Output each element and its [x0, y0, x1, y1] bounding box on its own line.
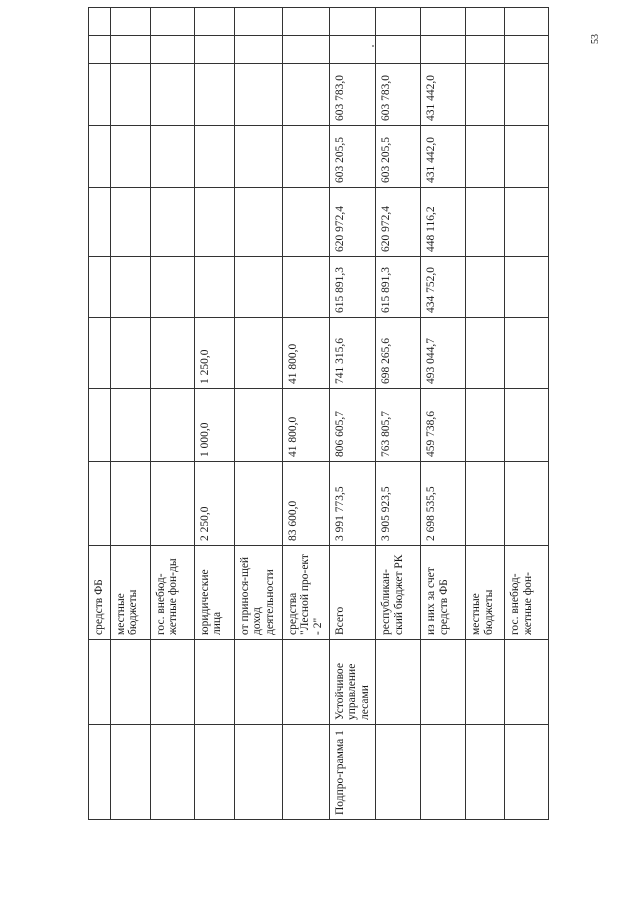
value-cell	[234, 36, 282, 64]
value-cell	[110, 36, 150, 64]
value-cell	[194, 257, 234, 318]
value-cell: 603 205,5	[329, 126, 376, 188]
value-cell	[194, 126, 234, 188]
value-cell	[194, 64, 234, 126]
value-cell: 3 991 773,5	[329, 462, 376, 546]
value-cell: 615 891,3	[376, 257, 421, 318]
value-cell	[110, 318, 150, 389]
value-cell	[282, 188, 329, 257]
table-row	[150, 8, 194, 820]
value-cell: 1 250,0	[194, 318, 234, 389]
program-cell	[505, 725, 549, 820]
value-cell	[466, 257, 505, 318]
funding-source-cell: из них за счет средств ФБ	[421, 546, 466, 640]
value-cell	[89, 318, 111, 389]
value-cell	[234, 318, 282, 389]
value-cell	[234, 462, 282, 546]
value-cell	[234, 188, 282, 257]
value-cell: 41 800,0	[282, 318, 329, 389]
value-cell	[110, 188, 150, 257]
value-cell	[150, 36, 194, 64]
value-cell: 806 605,7	[329, 389, 376, 462]
program-cell	[421, 725, 466, 820]
value-cell	[150, 64, 194, 126]
value-cell	[89, 8, 111, 36]
value-cell	[89, 188, 111, 257]
page-number: 53	[590, 34, 601, 44]
value-cell: 603 205,5	[376, 126, 421, 188]
value-cell	[150, 126, 194, 188]
value-cell	[466, 64, 505, 126]
value-cell: 741 315,6	[329, 318, 376, 389]
value-cell	[466, 462, 505, 546]
value-cell	[282, 257, 329, 318]
value-cell	[110, 257, 150, 318]
program-cell	[89, 725, 111, 820]
value-cell: 448 116,2	[421, 188, 466, 257]
value-cell	[421, 8, 466, 36]
program-cell	[110, 725, 150, 820]
value-cell	[505, 126, 549, 188]
value-cell: 615 891,3	[329, 257, 376, 318]
program-cell	[194, 725, 234, 820]
value-cell	[89, 64, 111, 126]
funding-source-cell: гос. внебюд-жетные фон-	[505, 546, 549, 640]
value-cell: 493 044,7	[421, 318, 466, 389]
measure-name-cell	[89, 640, 111, 725]
measure-name-cell	[110, 640, 150, 725]
value-cell	[110, 64, 150, 126]
value-cell	[110, 8, 150, 36]
funding-source-cell: местные бюджеты	[466, 546, 505, 640]
value-cell	[110, 389, 150, 462]
value-cell	[282, 8, 329, 36]
value-cell: 1 000,0	[194, 389, 234, 462]
measure-name-cell	[282, 640, 329, 725]
value-cell: 459 738,6	[421, 389, 466, 462]
table-row	[110, 8, 150, 820]
value-cell	[89, 126, 111, 188]
value-cell	[89, 36, 111, 64]
value-cell	[150, 462, 194, 546]
value-cell: 41 800,0	[282, 389, 329, 462]
measure-name-cell	[421, 640, 466, 725]
value-cell	[110, 126, 150, 188]
table-row	[282, 8, 329, 820]
table-row	[89, 8, 111, 820]
value-cell	[466, 36, 505, 64]
value-cell: 603 783,0	[329, 64, 376, 126]
program-cell	[234, 725, 282, 820]
value-cell	[234, 257, 282, 318]
value-cell: 83 600,0	[282, 462, 329, 546]
value-cell	[421, 36, 466, 64]
program-funding-table	[88, 7, 549, 820]
value-cell: 603 783,0	[376, 64, 421, 126]
value-cell	[234, 389, 282, 462]
value-cell	[466, 8, 505, 36]
value-cell	[505, 8, 549, 36]
funding-source-cell: средства "Лесной про-ект - 2"	[282, 546, 329, 640]
value-cell	[234, 8, 282, 36]
measure-name-cell	[234, 640, 282, 725]
value-cell	[110, 462, 150, 546]
measure-name-cell	[150, 640, 194, 725]
value-cell	[194, 36, 234, 64]
value-cell: 434 752,0	[421, 257, 466, 318]
funding-source-cell: Всего	[329, 546, 376, 640]
value-cell	[89, 389, 111, 462]
program-cell: Подпро-грамма 1	[329, 725, 376, 820]
value-cell	[376, 36, 421, 64]
value-cell: 698 265,6	[376, 318, 421, 389]
measure-name-cell	[194, 640, 234, 725]
value-cell	[466, 318, 505, 389]
table-row	[234, 8, 282, 820]
value-cell	[282, 64, 329, 126]
value-cell	[234, 64, 282, 126]
value-cell	[466, 188, 505, 257]
value-cell: 620 972,4	[329, 188, 376, 257]
value-cell	[505, 36, 549, 64]
measure-name-cell	[505, 640, 549, 725]
value-cell	[329, 36, 376, 64]
value-cell	[150, 8, 194, 36]
funding-source-cell: республикан-ский бюджет РК	[376, 546, 421, 640]
value-cell	[194, 8, 234, 36]
value-cell	[505, 462, 549, 546]
value-cell: 431 442,0	[421, 64, 466, 126]
value-cell	[150, 257, 194, 318]
value-cell: 2 698 535,5	[421, 462, 466, 546]
program-cell	[282, 725, 329, 820]
value-cell	[505, 257, 549, 318]
value-cell	[466, 126, 505, 188]
value-cell	[505, 188, 549, 257]
measure-name-cell	[466, 640, 505, 725]
value-cell	[282, 126, 329, 188]
measure-name-cell	[376, 640, 421, 725]
value-cell: 3 905 923,5	[376, 462, 421, 546]
funding-source-cell: гос. внебюд-жетные фон-ды	[150, 546, 194, 640]
value-cell	[89, 257, 111, 318]
table-row	[466, 8, 505, 820]
table-row	[505, 8, 549, 820]
value-cell: 431 442,0	[421, 126, 466, 188]
program-cell	[466, 725, 505, 820]
rotated-table-container	[88, 8, 535, 820]
funding-source-cell: юридические лица	[194, 546, 234, 640]
table-row	[421, 8, 466, 820]
value-cell	[376, 8, 421, 36]
funding-source-cell: от принося-щей доход деятельности	[234, 546, 282, 640]
value-cell	[234, 126, 282, 188]
measure-name-cell: Устойчивое управление лесами	[329, 640, 376, 725]
value-cell	[194, 188, 234, 257]
value-cell	[466, 389, 505, 462]
table-row	[376, 8, 421, 820]
funding-source-cell: средств ФБ	[89, 546, 111, 640]
value-cell: 620 972,4	[376, 188, 421, 257]
program-cell	[150, 725, 194, 820]
value-cell	[329, 8, 376, 36]
value-cell	[505, 318, 549, 389]
value-cell	[505, 389, 549, 462]
value-cell: 763 805,7	[376, 389, 421, 462]
value-cell	[150, 318, 194, 389]
value-cell	[505, 64, 549, 126]
value-cell	[89, 462, 111, 546]
program-cell	[376, 725, 421, 820]
value-cell: 2 250,0	[194, 462, 234, 546]
value-cell	[150, 188, 194, 257]
table-row	[194, 8, 234, 820]
funding-source-cell: местные бюджеты	[110, 546, 150, 640]
value-cell	[282, 36, 329, 64]
value-cell	[150, 389, 194, 462]
table-row	[329, 8, 376, 820]
